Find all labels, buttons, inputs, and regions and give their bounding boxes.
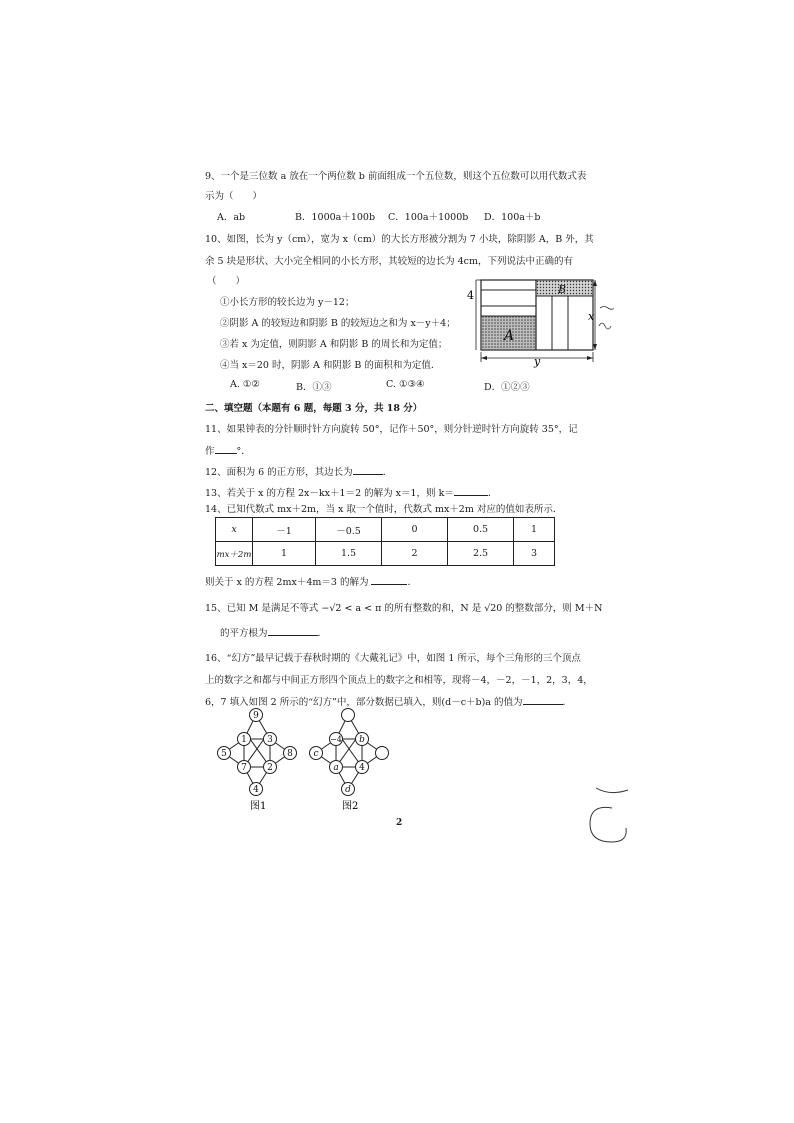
- q15-suffix: ．: [317, 628, 328, 639]
- q13-answer-blank[interactable]: [454, 495, 488, 496]
- q14-stem: 14、已知代数式 mx＋2m，当 x 取一个值时，代数式 mx＋2m 对应的值如表所示．: [205, 504, 563, 515]
- q11-answer-blank[interactable]: [215, 453, 237, 454]
- table-cell: 1: [253, 542, 316, 566]
- q16-suffix: ．: [562, 697, 573, 708]
- magic-square-figure-1: [212, 706, 308, 818]
- q10-label-y: y: [534, 355, 541, 368]
- q10-option-c: C. ①③④: [386, 379, 425, 390]
- fig1-node-left: 5: [221, 749, 227, 759]
- q11-prefix: 作: [205, 446, 215, 457]
- q9-option-a: A．ab: [217, 212, 246, 223]
- q10-statement-1: ①小长方形的较长边为 y－12；: [220, 297, 355, 308]
- magic-square-figure-2: [304, 706, 400, 818]
- q10-stem-line2: 余 5 块是形状、大小完全相同的小长方形，其较短的边长为 4cm，下列说法中正确的有: [205, 256, 573, 267]
- fig1-caption: 图1: [250, 801, 267, 812]
- q10-label-x: x: [588, 310, 595, 323]
- q13-prefix: 13、若关于 x 的方程 2x－kx＋1＝2 的解为 x＝1，则 k＝: [205, 488, 454, 499]
- q12-stem: [205, 464, 392, 478]
- q9-stem-line2: 示为（ ）: [205, 191, 263, 202]
- q10-stem-line1: 10、如图，长为 y（cm），宽为 x（cm）的大长方形被分割为 7 小块，除阴影 A，B 外，其: [205, 234, 594, 245]
- q13-stem: [205, 485, 497, 499]
- q9-stem-line1: 9、一个是三位数 a 放在一个两位数 b 前面组成一个五位数，则这个五位数可以用代数式表: [205, 171, 587, 182]
- fig2-node-upper-left: −4: [330, 735, 342, 744]
- fig1-node-right: 8: [287, 749, 293, 759]
- fig2-node-bottom: d: [345, 785, 351, 795]
- q14-value-table: [215, 517, 555, 566]
- q15-stem-line1: 15、已知 M 是满足不等式 −√2 < a < π 的所有整数的和，N 是 √20 的整数部分，则 M＋N: [205, 603, 603, 614]
- q11-stem-line1: 11、如果钟表的分针顺时针方向旋转 50°，记作＋50°，则分针逆时针方向旋转 35°，记: [205, 424, 578, 435]
- q10-option-b: B．①③: [296, 382, 332, 393]
- margin-scribble: [584, 778, 634, 850]
- fig1-node-upper-left: 1: [241, 735, 247, 745]
- fig2-node-lower-right: 4: [359, 763, 365, 773]
- q12-suffix: ．: [382, 467, 393, 478]
- q10-label-a: A: [504, 328, 515, 344]
- fig2-node-left: c: [313, 749, 319, 759]
- q9-option-c: C．100a＋1000b: [388, 212, 469, 223]
- section2-title: 二、填空题（本题有 6 题，每题 3 分，共 18 分）: [205, 403, 423, 414]
- q10-option-a: A. ①②: [230, 379, 260, 390]
- fig1-node-lower-left: 7: [241, 763, 247, 773]
- fig2-node-upper-right: b: [359, 735, 365, 745]
- q10-option-d: D．①②③: [484, 382, 530, 393]
- q14-prefix: 则关于 x 的方程 2mx＋4m＝3 的解为: [205, 577, 369, 588]
- fig1-node-upper-right: 3: [267, 735, 273, 745]
- fig1-node-lower-right: 2: [267, 763, 273, 773]
- q11-stem-line2: [205, 443, 251, 457]
- table-cell: 0.5: [448, 518, 514, 542]
- q10-rectangle-figure: [464, 268, 614, 368]
- q10-stem-line3: （ ）: [207, 276, 246, 287]
- q10-statement-4: ④当 x＝20 时，阴影 A 和阴影 B 的面积和为定值．: [220, 360, 441, 371]
- q15-stem-line2: [220, 625, 327, 639]
- table-row: [216, 518, 555, 542]
- q16-stem-line1: 16、“幻方”最早记载于春秋时期的《大戴礼记》中，如图 1 所示，每个三角形的三个顶点: [205, 653, 581, 664]
- q12-answer-blank[interactable]: [353, 474, 383, 475]
- fig2-node-lower-left: a: [333, 763, 339, 773]
- q16-answer-blank[interactable]: [523, 704, 563, 705]
- page-number: 2: [396, 818, 403, 828]
- q10-label-b: B: [558, 283, 567, 296]
- q14-answer-blank[interactable]: [371, 584, 407, 585]
- table-cell: mx＋2m: [216, 542, 253, 566]
- fig1-node-top: 9: [253, 711, 259, 721]
- q10-statement-3: ③若 x 为定值，则阴影 A 和阴影 B 的周长和为定值；: [220, 339, 448, 350]
- table-cell: x: [216, 518, 253, 542]
- q15-prefix: 的平方根为: [220, 628, 268, 639]
- q11-suffix: °．: [236, 446, 251, 457]
- q14-after: [205, 574, 417, 588]
- table-row: [216, 542, 555, 566]
- fig2-caption: 图2: [342, 801, 359, 812]
- table-cell: 2.5: [448, 542, 514, 566]
- table-cell: 1.5: [316, 542, 382, 566]
- table-cell: －1: [253, 518, 316, 542]
- q10-label-4: 4: [467, 289, 474, 302]
- q12-prefix: 12、面积为 6 的正方形，其边长为: [205, 467, 353, 478]
- table-cell: 2: [382, 542, 448, 566]
- table-cell: 3: [514, 542, 555, 566]
- q16-stem-line2: 上的数字之和都与中间正方形四个顶点上的数字之和相等，现将－4，－2，－1，2，3，4，: [205, 675, 593, 686]
- q15-answer-blank[interactable]: [268, 635, 318, 636]
- q9-option-d: D．100a＋b: [484, 212, 541, 223]
- fig1-node-bottom: 4: [253, 785, 259, 795]
- table-cell: 1: [514, 518, 555, 542]
- table-cell: 0: [382, 518, 448, 542]
- q14-suffix: ．: [407, 577, 417, 588]
- table-cell: －0.5: [316, 518, 382, 542]
- q10-statement-2: ②阴影 A 的较短边和阴影 B 的较短边之和为 x－y＋4；: [220, 318, 456, 329]
- q13-suffix: ．: [487, 488, 498, 499]
- q16-prefix: 6，7 填入如图 2 所示的“幻方”中，部分数据已填入，则(d－c＋b)a 的值为: [205, 697, 523, 708]
- q9-option-b: B．1000a＋100b: [295, 212, 376, 223]
